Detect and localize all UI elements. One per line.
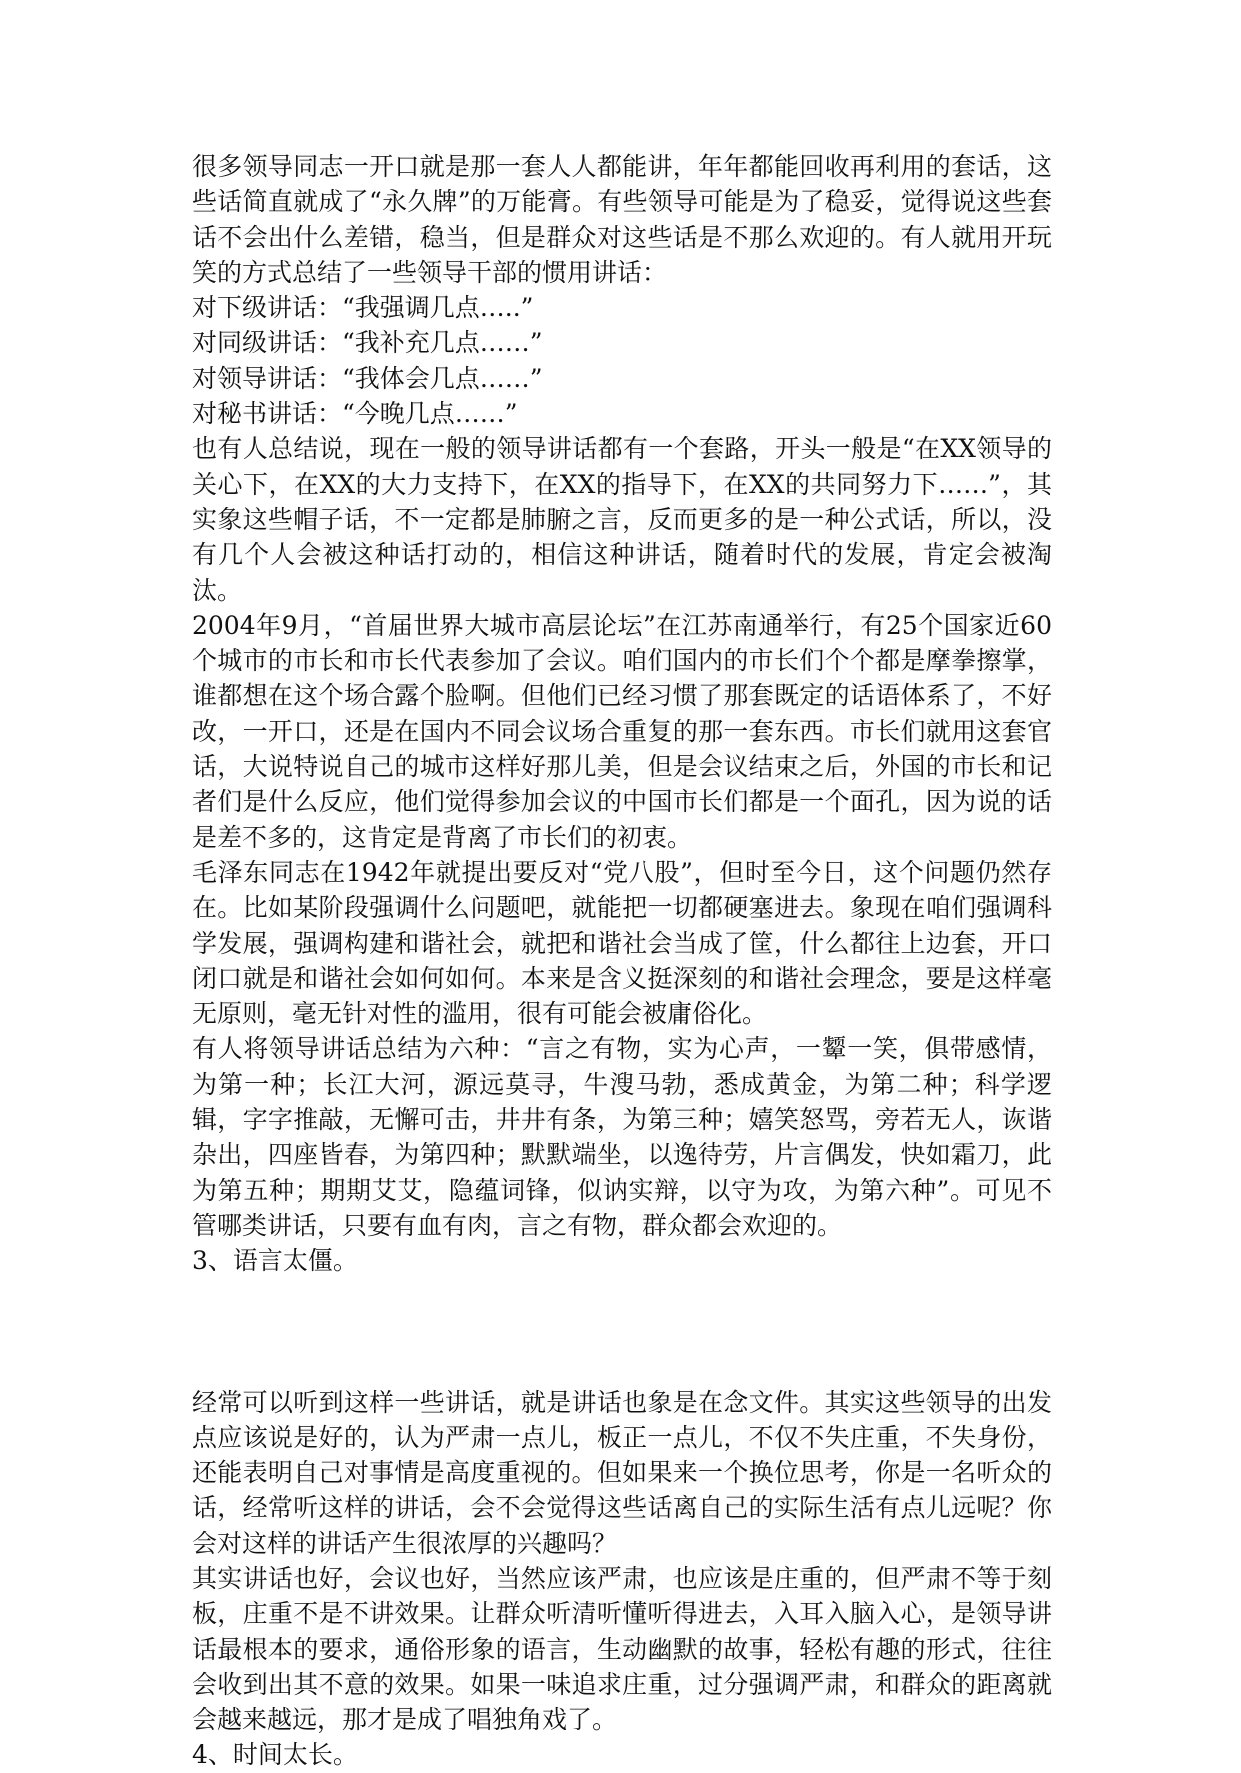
blank-gap (192, 1279, 1052, 1385)
document-body (192, 149, 1052, 1773)
paragraph-party-formalism: 毛泽东同志在1942年就提出要反对“党八股”，但时至今日，这个问题仍然存在。比如某阶段强调什么问题吧，就能把一切都硬塞进去。象现在咱们强调科学发展，强调构建和谐社会，就把和谐社会当成了筐，什么都往上边套，开口闭口就是和谐社会如何如何。本来是含义挺深刻的和谐社会理念，要是这样毫无原则，毫无针对性的滥用，很有可能会被庸俗化。 (192, 857, 1052, 1029)
quote-to-subordinates: 对下级讲话：“我强调几点…..” (192, 293, 534, 323)
quote-to-peers: 对同级讲话：“我补充几点……” (192, 328, 543, 358)
quote-to-secretary: 对秘书讲话：“今晚几点……” (192, 399, 518, 429)
paragraph-serious-not-rigid: 其实讲话也好，会议也好，当然应该严肃，也应该是庄重的，但严肃不等于刻板，庄重不是不讲效果。让群众听清听懂听得进去，入耳入脑入心，是领导讲话最根本的要求，通俗形象的语言，生动幽默的故事，轻松有趣的形式，往往会收到出其不意的效果。如果一味追求庄重，过分强调严肃，和群众的距离就会越来越远，那才是成了唱独角戏了。 (192, 1563, 1052, 1735)
paragraph-six-types: 有人将领导讲话总结为六种：“言之有物，实为心声，一颦一笑，俱带感情，为第一种；长江大河，源远莫寻，牛溲马勃，悉成黄金，为第二种；科学逻辑，字字推敲，无懈可击，井井有条，为第三种；嬉笑怒骂，旁若无人，诙谐杂出，四座皆春，为第四种；默默端坐，以逸待劳，片言偶发，快如霜刀，此为第五种；期期艾艾，隐蕴词锋，似讷实辩，以守为攻，为第六种”。可见不管哪类讲话，只要有血有肉，言之有物，群众都会欢迎的。 (192, 1034, 1052, 1240)
paragraph-set-phrases: 很多领导同志一开口就是那一套人人都能讲，年年都能回收再利用的套话，这些话简直就成了“永久牌”的万能膏。有些领导可能是为了稳妥，觉得说这些套话不会出什么差错，稳当，但是群众对这些话是不那么欢迎的。有人就用开玩笑的方式总结了一些领导干部的惯用讲话： (192, 152, 1052, 287)
quote-to-leaders: 对领导讲话：“我体会几点……” (192, 363, 543, 393)
paragraph-speech-routine: 也有人总结说，现在一般的领导讲话都有一个套路，开头一般是“在XX领导的关心下，在XX的大力支持下，在XX的指导下，在XX的共同努力下……”，其实象这些帽子话，不一定都是肺腑之言，反而更多的是一种公式话，所以，没有几个人会被这种话打动的，相信这种讲话，随着时代的发展，肯定会被淘汰。 (192, 434, 1052, 605)
paragraph-mayors-forum: 2004年9月，“首届世界大城市高层论坛”在江苏南通举行，有25个国家近60个城市的市长和市长代表参加了会议。咱们国内的市长们个个都是摩拳擦掌，谁都想在这个场合露个脸啊。但他们已经习惯了那套既定的话语体系了，不好改，一开口，还是在国内不同会议场合重复的那一套东西。市长们就用这套官话，大说特说自己的城市这样好那儿美，但是会议结束之后，外国的市长和记者们是什么反应，他们觉得参加会议的中国市长们都是一个面孔，因为说的话是差不多的，这肯定是背离了市长们的初衷。 (192, 610, 1052, 852)
section-heading-3: 3、语言太僵。 (192, 1246, 358, 1276)
paragraph-reading-documents: 经常可以听到这样一些讲话，就是讲话也象是在念文件。其实这些领导的出发点应该说是好的，认为严肃一点儿，板正一点儿，不仅不失庄重，不失身份，还能表明自己对事情是高度重视的。但如果来一个换位思考，你是一名听众的话，经常听这样的讲话，会不会觉得这些话离自己的实际生活有点儿远呢？你会对这样的讲话产生很浓厚的兴趣吗？ (192, 1387, 1052, 1558)
section-heading-4: 4、时间太长。 (192, 1740, 358, 1770)
